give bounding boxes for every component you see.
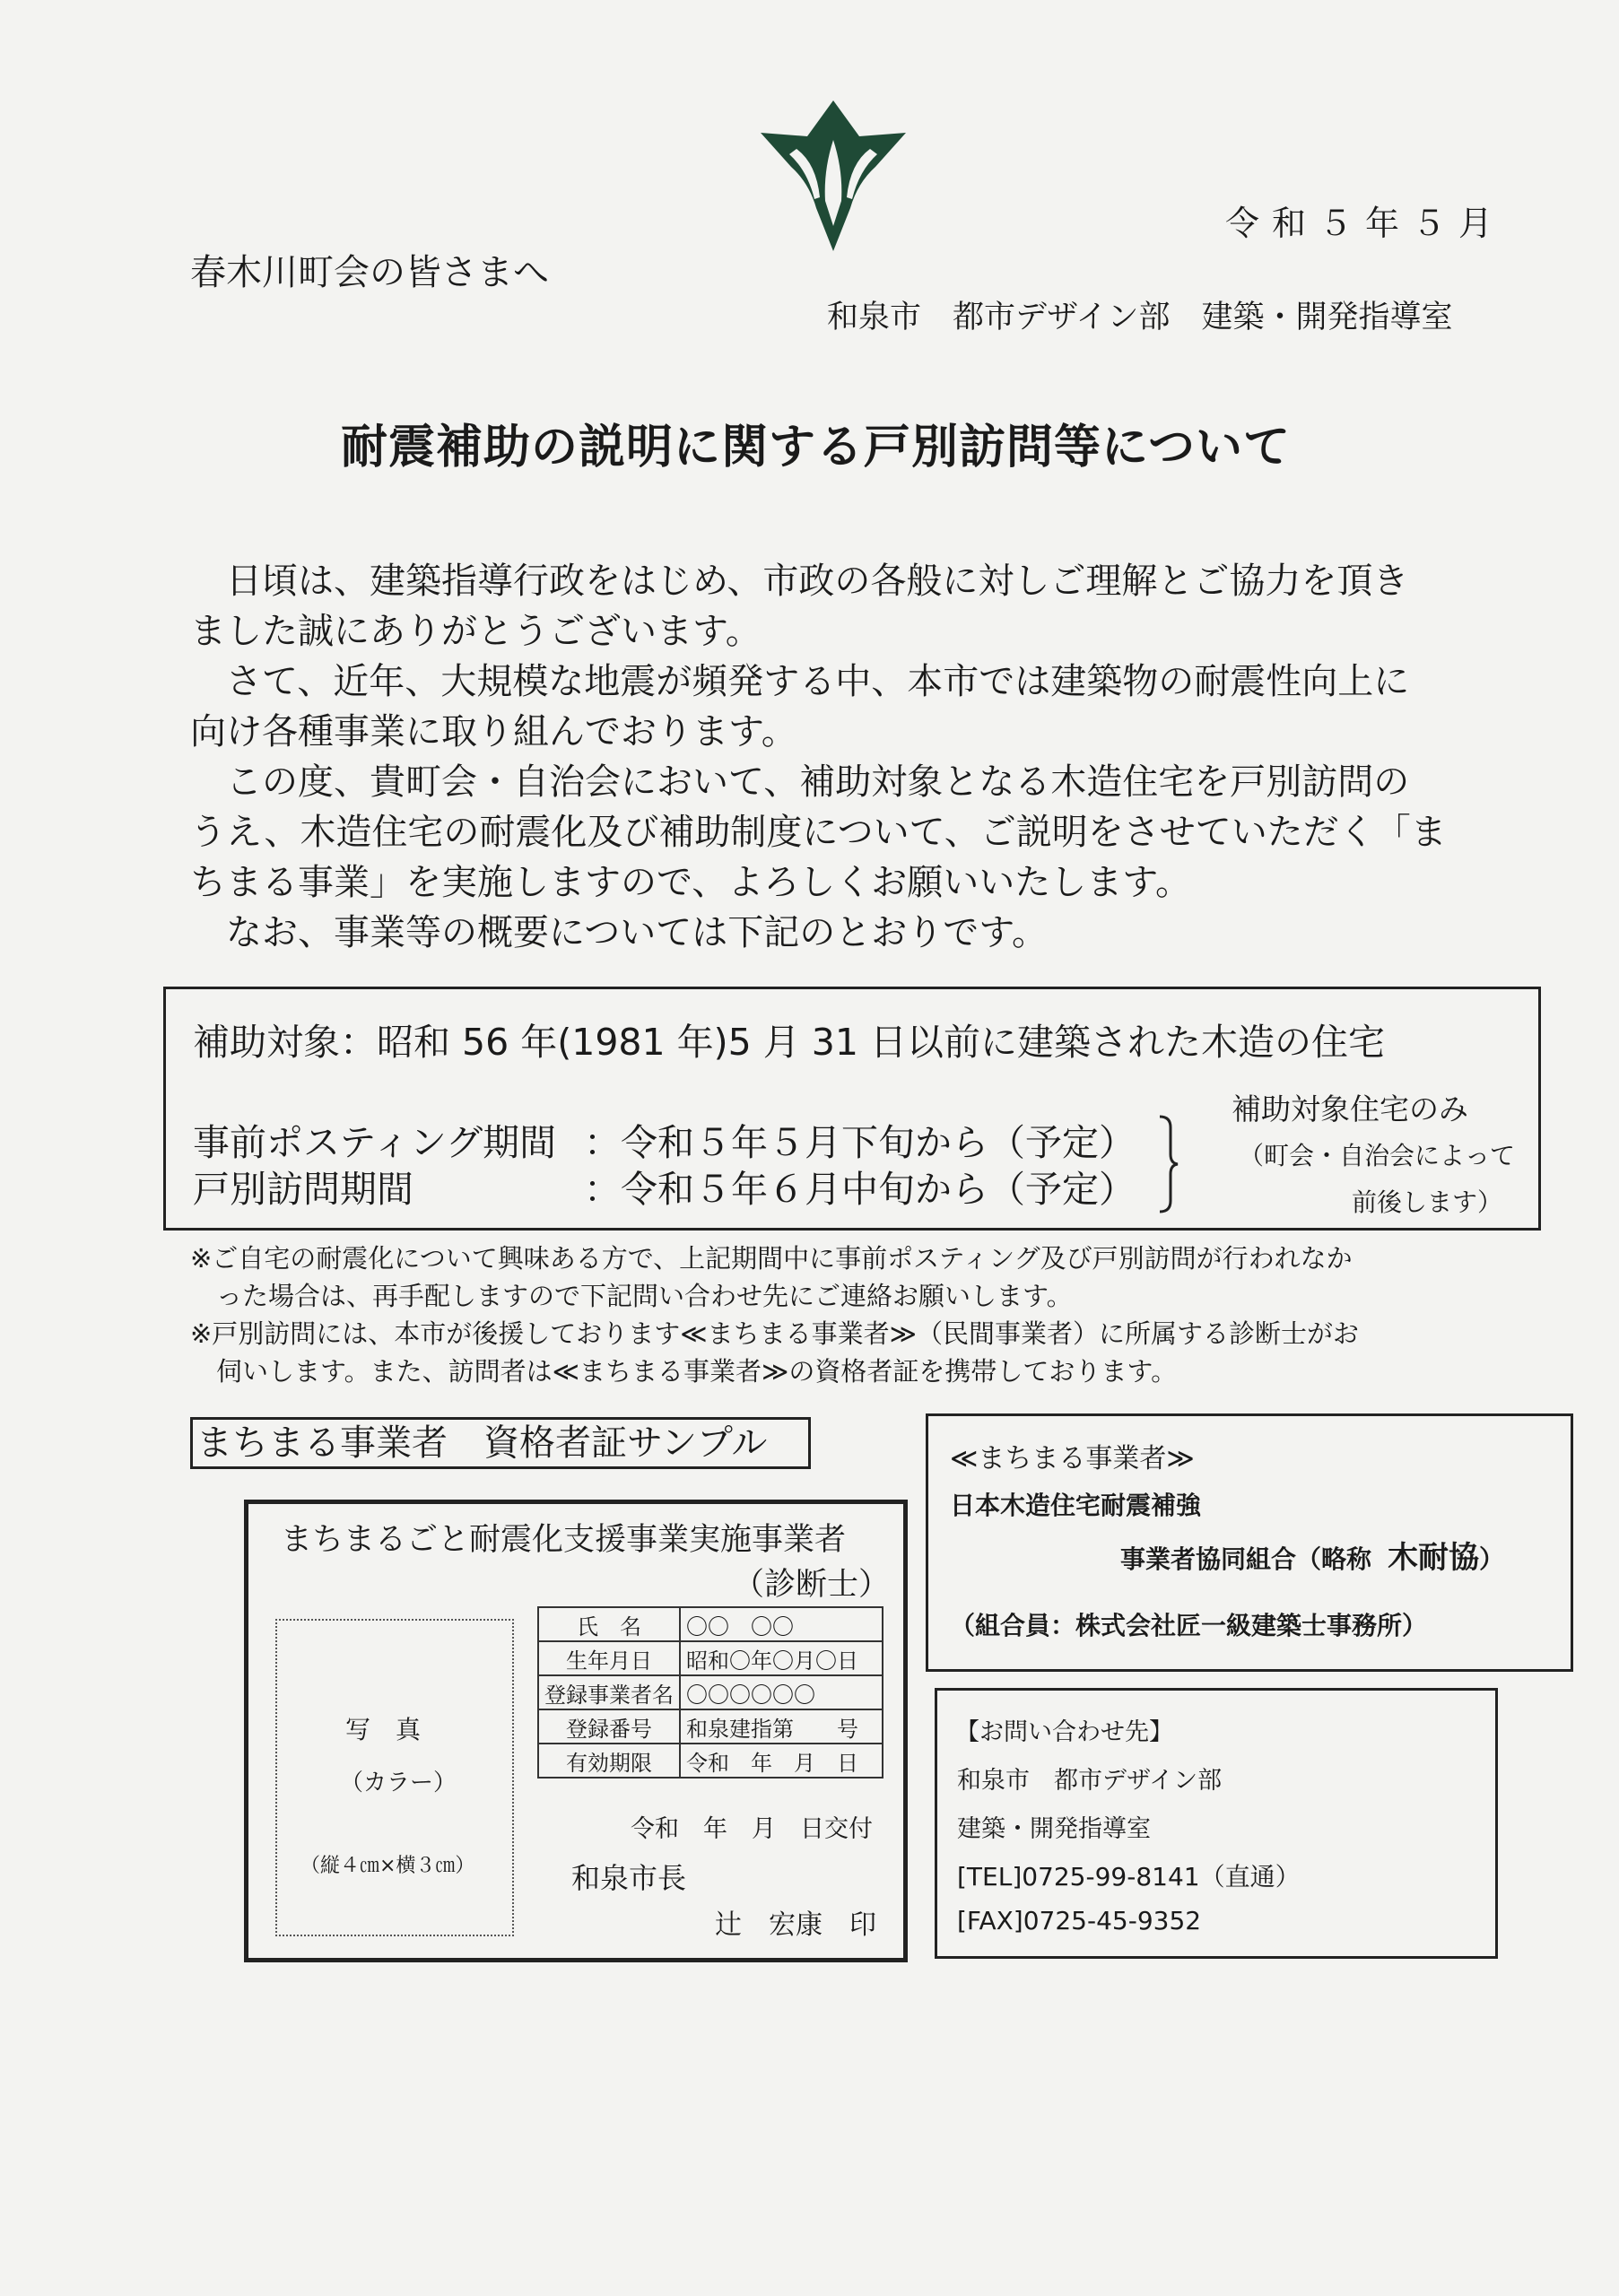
table-row [538,1675,883,1709]
side-note-varies-end: 前後します） [1352,1187,1503,1217]
table-value: 〇〇〇〇〇〇 [680,1675,883,1709]
table-key: 登録番号 [538,1709,680,1744]
issue-date: 令和５年５月 [1225,204,1506,243]
table-value: 〇〇 〇〇 [680,1607,883,1641]
footnote-line: った場合は、再手配しますので下記問い合わせ先にご連絡お願いします。 [190,1281,1073,1311]
business-association-line2 [1120,1533,1504,1577]
posting-period-value: ：令和５年５月下旬から（予定） [584,1121,1136,1164]
brace-icon [1156,1115,1179,1213]
emblem-shape [761,100,906,251]
mayor-name-seal: 辻 宏康 印 [715,1909,876,1941]
table-value: 昭和〇年〇月〇日 [680,1641,883,1675]
contact-box [935,1688,1498,1959]
sample-certificate-label: まちまる事業者 資格者証サンプル [190,1417,811,1469]
city-emblem-logo [761,100,906,251]
certificate-title: まちまるごと耐震化支援事業実施事業者 [281,1522,847,1558]
body-line: 日頃は、建築指導行政をはじめ、市政の各般に対しご理解とご協力を頂き [190,561,1409,602]
body-line: 向け各種事業に取り組んでおります。 [190,711,797,752]
footnotes [190,1239,1536,1390]
table-row [538,1607,883,1641]
photo-label: 写 真 [345,1715,422,1744]
body-line: さて、近年、大規模な地震が頻発する中、本市では建築物の耐震性向上に [190,661,1410,702]
business-info-box [926,1413,1573,1672]
association-close: ） [1479,1544,1505,1574]
table-row [538,1709,883,1744]
table-key: 生年月日 [538,1641,680,1675]
business-association-line1: 日本木造住宅耐震補強 [950,1491,1202,1520]
side-note-target-only: 補助対象住宅のみ [1232,1091,1468,1126]
visit-period-value: ：令和５年６月中旬から（予定） [584,1168,1136,1211]
certificate-issued: 令和 年 月 日交付 [631,1815,873,1843]
sender-department: 和泉市 都市デザイン部 建築・開発指導室 [827,300,1453,335]
body-line: ちまる事業」を実施しますので、よろしくお願いいたします。 [190,862,1191,903]
certificate-subtitle: （診断士） [733,1567,891,1603]
footnote-line: ※戸別訪問には、本市が後援しております≪まちまる事業者≫（民間事業者）に所属する診断士がお [190,1318,1360,1349]
side-note-varies: （町会・自治会によって [1239,1141,1516,1170]
mayor-title: 和泉市長 [571,1861,687,1895]
contact-heading: 【お問い合わせ先】 [955,1718,1173,1746]
footnote-line: ※ご自宅の耐震化について興味ある方で、上記期間中に事前ポスティング及び戸別訪問が行われなか [190,1243,1353,1274]
certificate-info-table [537,1606,883,1779]
member-company: （組合員：株式会社匠一級建築士事務所） [950,1611,1428,1640]
photo-size: （縦４㎝×横３㎝） [300,1855,475,1877]
table-key: 有効期限 [538,1744,680,1778]
summary-box [163,987,1541,1231]
contact-fax: [FAX]0725-45-9352 [957,1906,1202,1935]
body-line: この度、貴町会・自治会において、補助対象となる木造住宅を戸別訪問の [190,761,1410,803]
posting-period-label: 事前ポスティング期間 [193,1121,557,1164]
photo-color: （カラー） [340,1770,457,1796]
document-title: 耐震補助の説明に関する戸別訪問等について [341,421,1291,474]
body-line: うえ、木造住宅の耐震化及び補助制度について、ご説明をさせていただく「ま [190,812,1447,853]
table-row [538,1744,883,1778]
body-line: なお、事業等の概要については下記のとおりです。 [190,912,1048,953]
addressee: 春木川町会の皆さまへ [190,252,549,293]
table-key: 登録事業者名 [538,1675,680,1709]
footnote-line: 伺いします。また、訪問者は≪まちまる事業者≫の資格者証を携帯しております。 [190,1356,1178,1387]
contact-office: 建築・開発指導室 [957,1815,1151,1843]
association-abbr: 木耐協 [1388,1540,1480,1576]
visit-period-label: 戸別訪問期間 [193,1168,413,1211]
table-value: 和泉建指第 号 [680,1709,883,1744]
photo-placeholder [275,1619,514,1936]
table-key: 氏 名 [538,1607,680,1641]
subsidy-target: 補助対象：昭和 56 年(1981 年)5 月 31 日以前に建築された木造の住宅 [193,1021,1385,1064]
sample-certificate [244,1500,908,1962]
contact-tel: [TEL]0725-99-8141（直通） [957,1862,1301,1892]
body-line: ました誠にありがとうございます。 [190,611,762,652]
body-paragraphs [190,556,1500,958]
table-row [538,1641,883,1675]
contact-dept: 和泉市 都市デザイン部 [957,1767,1223,1795]
association-name: 事業者協同組合（略称 [1120,1544,1372,1574]
business-heading: ≪まちまる事業者≫ [950,1443,1195,1474]
table-value: 令和 年 月 日 [680,1744,883,1778]
